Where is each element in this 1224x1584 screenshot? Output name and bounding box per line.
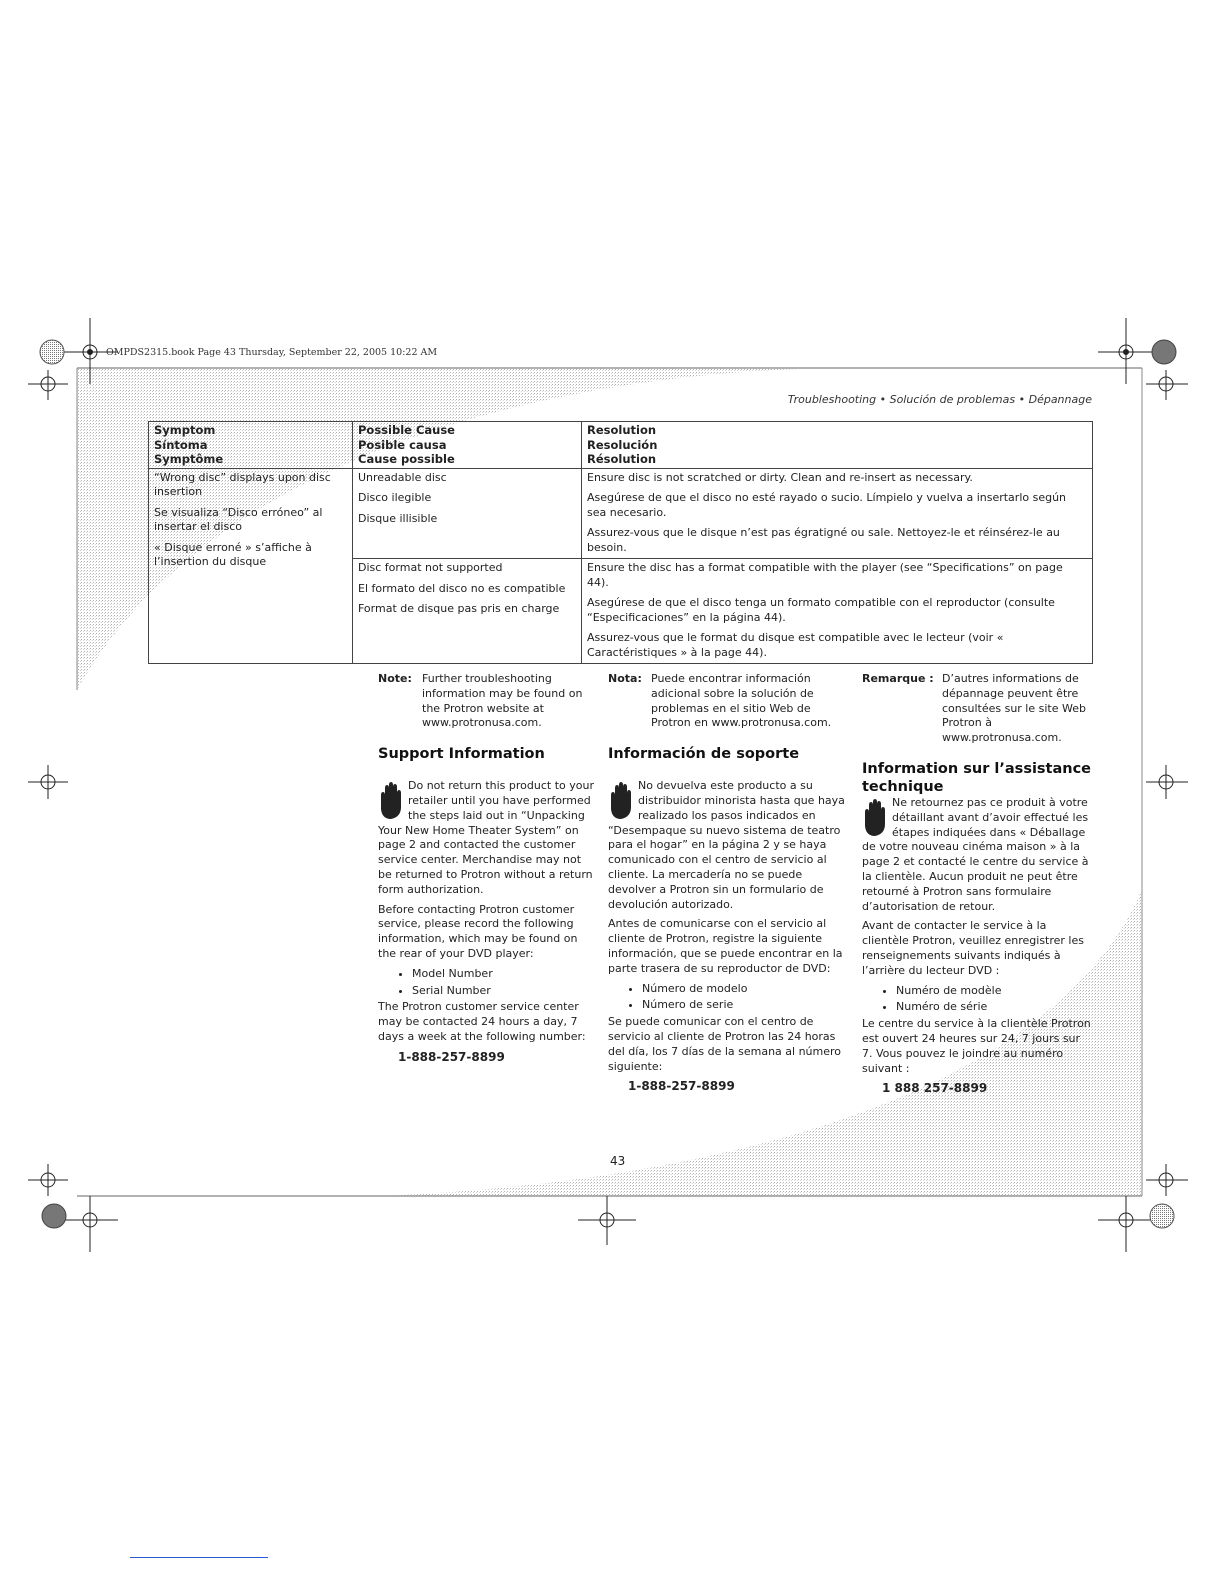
list-item: • Numéro de modèle	[896, 984, 1094, 999]
page-number: 43	[610, 1154, 626, 1168]
stop-hand-icon	[378, 781, 402, 821]
resolution-cell: Ensure disc is not scratched or dirty. Clean and re-insert as necessary. Asegúrese de que el disco no esté rayado o sucio. Límpielo y vuelva a insertarlo según sea necesario. Assurez-vous que le disque n’est pas égratigné ou sale. Nettoyez-le et réinsérez-le au besoin.	[582, 468, 1093, 559]
note-text: D’autres informations de dépannage peuvent être consultées sur le site Web Protron à www.protronusa.com.	[942, 672, 1086, 745]
header-symptom: Symptom Síntoma Symptôme	[149, 422, 353, 469]
phone-number: 1-888-257-8899	[628, 1079, 735, 1094]
phone-number: 1-888-257-8899	[398, 1049, 505, 1064]
list-item: • Serial Number	[412, 984, 596, 999]
info-list	[608, 982, 850, 1014]
header-cause: Possible Cause Posible causa Cause possible	[353, 422, 582, 469]
before-contacting-paragraph: Antes de comunicarse con el servicio al cliente de Protron, registre la siguiente información, que se puede encontrar en la parte trasera de su reproductor de DVD:	[608, 917, 843, 975]
symptom-cell: “Wrong disc” displays upon disc insertion Se visualiza “Disco erróneo” al insertar el disco « Disque erroné » s’affiche à l’insertion du disque	[149, 468, 353, 664]
note	[862, 672, 1094, 746]
resolution-cell: Ensure the disc has a format compatible with the player (see “Specifications” on page 44). Asegúrese de que el disco tenga un formato compatible con el reproductor (consulte “Especificaciones” en la página 44). Assurez-vous que le format du disque est compatible avec le lecteur (voir « Caractéristiques » à la page 44).	[582, 559, 1093, 664]
before-contacting-paragraph: Avant de contacter le service à la clientèle Protron, veuillez enregistrer les renseignements suivants indiqués à l’arrière du lecteur DVD :	[862, 919, 1084, 977]
cause-cell: Unreadable disc Disco ilegible Disque illisible	[353, 468, 582, 559]
registration-mark-left-middle	[28, 765, 68, 799]
note-label: Remarque :	[862, 672, 934, 685]
registration-mark-right-middle	[1146, 765, 1188, 799]
troubleshooting-table	[148, 421, 1093, 664]
column-french	[862, 672, 1094, 1096]
stop-hand-icon	[862, 798, 886, 838]
warning-paragraph: No devuelva este producto a su distribuidor minorista hasta que haya realizado los pasos indicados en “Desempaque su nuevo sistema de teatro para el hogar” en la página 2 y se haya comunicado con el centro de servicio al cliente. La mercadería no se puede devolver a Protron sin un formulario de devolución autorizado.	[608, 779, 845, 911]
registration-mark-left-lower	[28, 1164, 68, 1196]
note	[608, 672, 850, 731]
color-target-top-right	[1152, 340, 1176, 364]
warning-paragraph: Do not return this product to your retailer until you have performed the steps laid out in “Unpacking Your New Home Theater System” on page 2 and contacted the customer service center. Merchandise may not be returned to Protron without a return form authorization.	[378, 779, 594, 896]
cause-cell: Disc format not supported El formato del disco no es compatible Format de disque pas pris en charge	[353, 559, 582, 664]
section-heading: Información de soporte	[608, 746, 800, 763]
registration-mark-left-upper	[28, 370, 68, 400]
table-header-row	[149, 422, 1093, 469]
column-english	[378, 672, 596, 1065]
note-label: Nota:	[608, 672, 642, 685]
note-text: Further troubleshooting information may be found on the Protron website at www.protronusa.com.	[422, 672, 583, 730]
registration-mark-bottom-right	[1098, 1196, 1154, 1252]
note	[378, 672, 596, 731]
list-item: • Model Number	[412, 967, 596, 982]
contact-paragraph: Le centre du service à la clientèle Protron est ouvert 24 heures sur 24, 7 jours sur 7. Vous pouvez le joindre au numéro suivant :	[862, 1017, 1091, 1075]
registration-mark-bottom-center	[578, 1196, 636, 1245]
list-item: • Número de modelo	[642, 982, 850, 997]
contact-paragraph: The Protron customer service center may be contacted 24 hours a day, 7 days a week at the following number:	[378, 1000, 586, 1043]
registration-mark-right-upper	[1146, 370, 1188, 400]
note-text: Puede encontrar información adicional sobre la solución de problemas en el sitio Web de Protron en www.protronusa.com.	[651, 672, 832, 730]
print-info: OMPDS2315.book Page 43 Thursday, September 22, 2005 10:22 AM	[106, 347, 438, 358]
note-label: Note:	[378, 672, 412, 685]
contact-paragraph: Se puede comunicar con el centro de servicio al cliente de Protron las 24 horas del día, los 7 días de la semana al número siguiente:	[608, 1015, 842, 1073]
column-spanish	[608, 672, 850, 1094]
phone-number: 1 888 257-8899	[882, 1081, 988, 1096]
color-target-bottom-left	[42, 1204, 66, 1228]
list-item: • Numéro de série	[896, 1000, 1094, 1015]
registration-mark-top-right	[1098, 318, 1154, 384]
info-list	[378, 967, 596, 999]
list-item: • Número de serie	[642, 998, 850, 1013]
info-list	[862, 984, 1094, 1016]
footer-rule	[130, 1557, 268, 1558]
section-heading: Support Information	[378, 746, 545, 763]
color-target-bottom-right	[1150, 1204, 1174, 1228]
section-heading: Information sur l’assistance technique	[862, 760, 1092, 795]
registration-mark-right-lower	[1146, 1164, 1188, 1196]
before-contacting-paragraph: Before contacting Protron customer service, please record the following information, which may be found on the rear of your DVD player:	[378, 902, 578, 960]
table-row	[149, 468, 1093, 559]
registration-mark-bottom-left	[62, 1196, 118, 1252]
stop-hand-icon	[608, 781, 632, 821]
running-header: Troubleshooting • Solución de problemas • Dépannage	[787, 393, 1092, 406]
warning-paragraph: Ne retournez pas ce produit à votre détaillant avant d’avoir effectué les étapes indiquées dans « Déballage de votre nouveau cinéma maison » à la page 2 et contacté le centre du service à la clientèle. Aucun produit ne peut être retourné à Protron sans formulaire d’autorisation de retour.	[862, 795, 1089, 913]
color-target-top-left	[40, 340, 64, 364]
header-resolution: Resolution Resolución Résolution	[582, 422, 1093, 469]
